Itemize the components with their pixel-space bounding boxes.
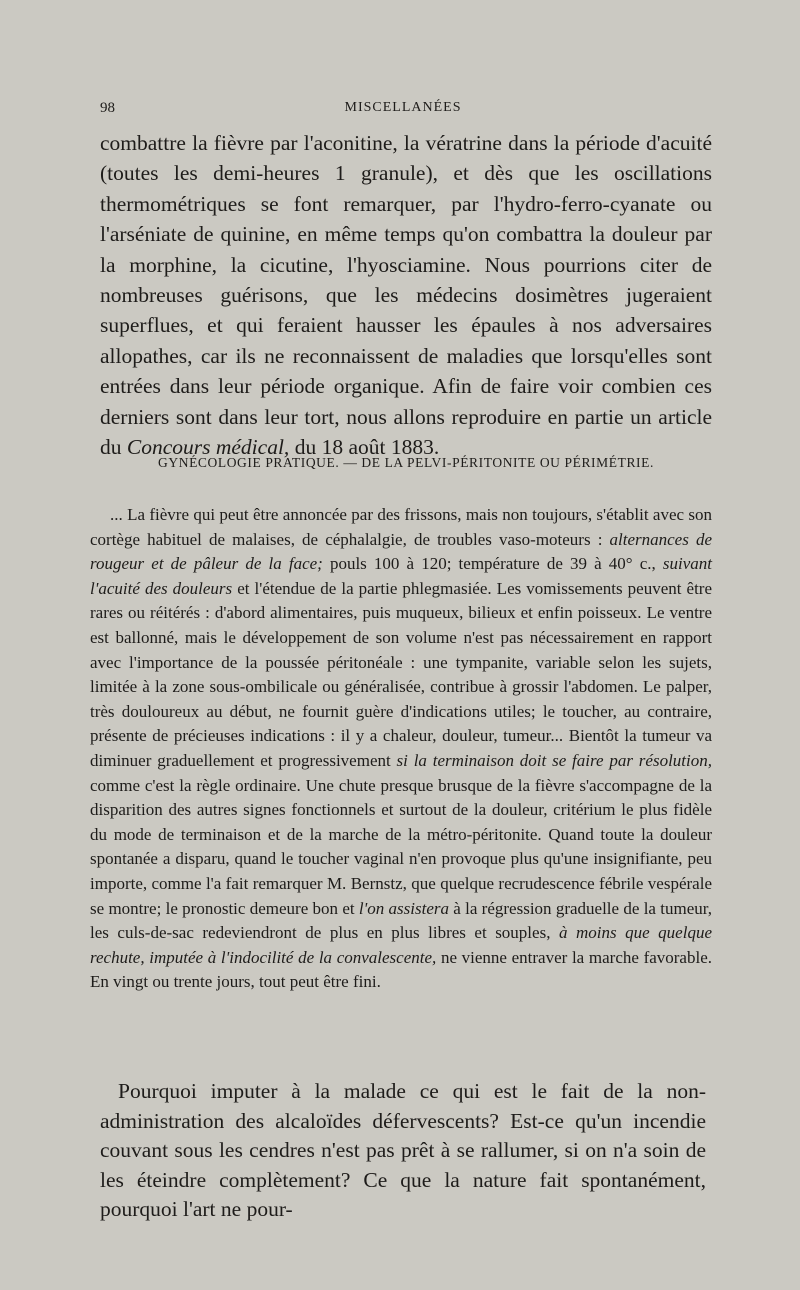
quote-text-1: ... La fièvre qui peut être annoncée par des frissons, mais non toujours, s'établit avec son cortège habituel de malaises, de céphalalgie, de troubles vaso-moteurs : (90, 505, 712, 549)
quote-italic-2: suivant l'acuité des douleurs (90, 554, 712, 598)
quote-italic-5: à moins que quelque rechute, imputée à l'indocilité de la convalescente, (90, 923, 712, 967)
page-number: 98 (100, 100, 115, 116)
quote-italic-1: alternances de rougeur et de pâleur de la face; (90, 529, 712, 574)
quote-text-5: à la régression graduelle de la tumeur, les culs-de-sac redeviendront de plus en plus libres et souples, (90, 898, 712, 943)
closing-paragraph (100, 1077, 706, 1225)
intro-paragraph (100, 128, 712, 462)
closing-text: Pourquoi imputer à la malade ce qui est le fait de la non-administration des alcaloïdes défervescents? Est-ce qu'un incendie couvant sous les cendres n'est pas prêt à se rallumer, si on n'a soin de les éteindre complètement? Ce que la nature fait spontanément, pourquoi l'art ne pour- (100, 1079, 706, 1221)
intro-text: combattre la fièvre par l'aconitine, la vératrine dans la période d'acuité (toutes les demi-heures 1 granule), et dès que les oscillations thermométriques se font remarquer, par l'hydro-ferro-cyanate ou l'arséniate de quinine, en même temps qu'on combattra la douleur par la morphine, la cicutine, l'hyosciamine. Nous pourrions citer de nombreuses guérisons, que les médecins dosimètres jugeraient superflues, et qui feraient hausser les épaules à nos adversaires allopathes, car ils ne reconnaissent de maladies que lorsqu'elles sont entrées dans leur période organique. Afin de faire voir combien ces derniers sont dans leur tort, nous allons reproduire en partie un article du (100, 131, 712, 460)
quote-italic-3: si la terminaison doit se faire par résolution, (396, 750, 712, 770)
quote-text-3: et l'étendue de la partie phlegmasiée. Les vomissements peuvent être rares ou réitérés : d'abord alimentaires, puis muqueux, bilieux et enfin poisseux. Le ventre est ballonné, mais le développement de son volume n'est pas nécessairement en rapport avec l'importance de la poussée péritonéale : une tympanite, variable selon les sujets, limitée à la zone sous-ombilicale ou généralisée, contribue à grossir l'abdomen. Le palper, très douloureux au début, ne fournit guère d'indications utiles; le toucher, au contraire, présente de précieuses indications : il y a chaleur, douleur, tumeur... Bientôt la tumeur va diminuer graduellement et progressivement (90, 578, 713, 770)
page-header (100, 100, 706, 122)
quote-italic-4: l'on assistera (358, 898, 449, 918)
quote-text-6: ne vienne entraver la marche favorable. En vingt ou trente jours, tout peut être fini. (90, 947, 712, 992)
running-title: MISCELLANÉES (344, 100, 462, 115)
quote-text-2: pouls 100 à 120; température de 39 à 40° c., (322, 554, 663, 574)
journal-title: Concours médical, (126, 435, 290, 460)
intro-date: du 18 août 1883. (289, 435, 440, 460)
article-heading: GYNÉCOLOGIE PRATIQUE. — DE LA PELVI-PÉRITONITE OU PÉRIMÉTRIE. (158, 455, 654, 470)
quote-text-4: comme c'est la règle ordinaire. Une chute presque brusque de la fièvre s'accompagne de la disparition des autres signes fonctionnels et surtout de la douleur, critérium le plus fidèle du mode de terminaison et de la marche de la métro-péritonite. Quand toute la douleur spontanée a disparu, quand le toucher vaginal n'en provoque plus qu'une insignifiante, peu importe, comme l'a fait remarquer M. Bernstz, que quelque recrudescence fébrile vespérale se montre; le pronostic demeure bon et (90, 775, 712, 918)
quoted-article (90, 503, 712, 995)
